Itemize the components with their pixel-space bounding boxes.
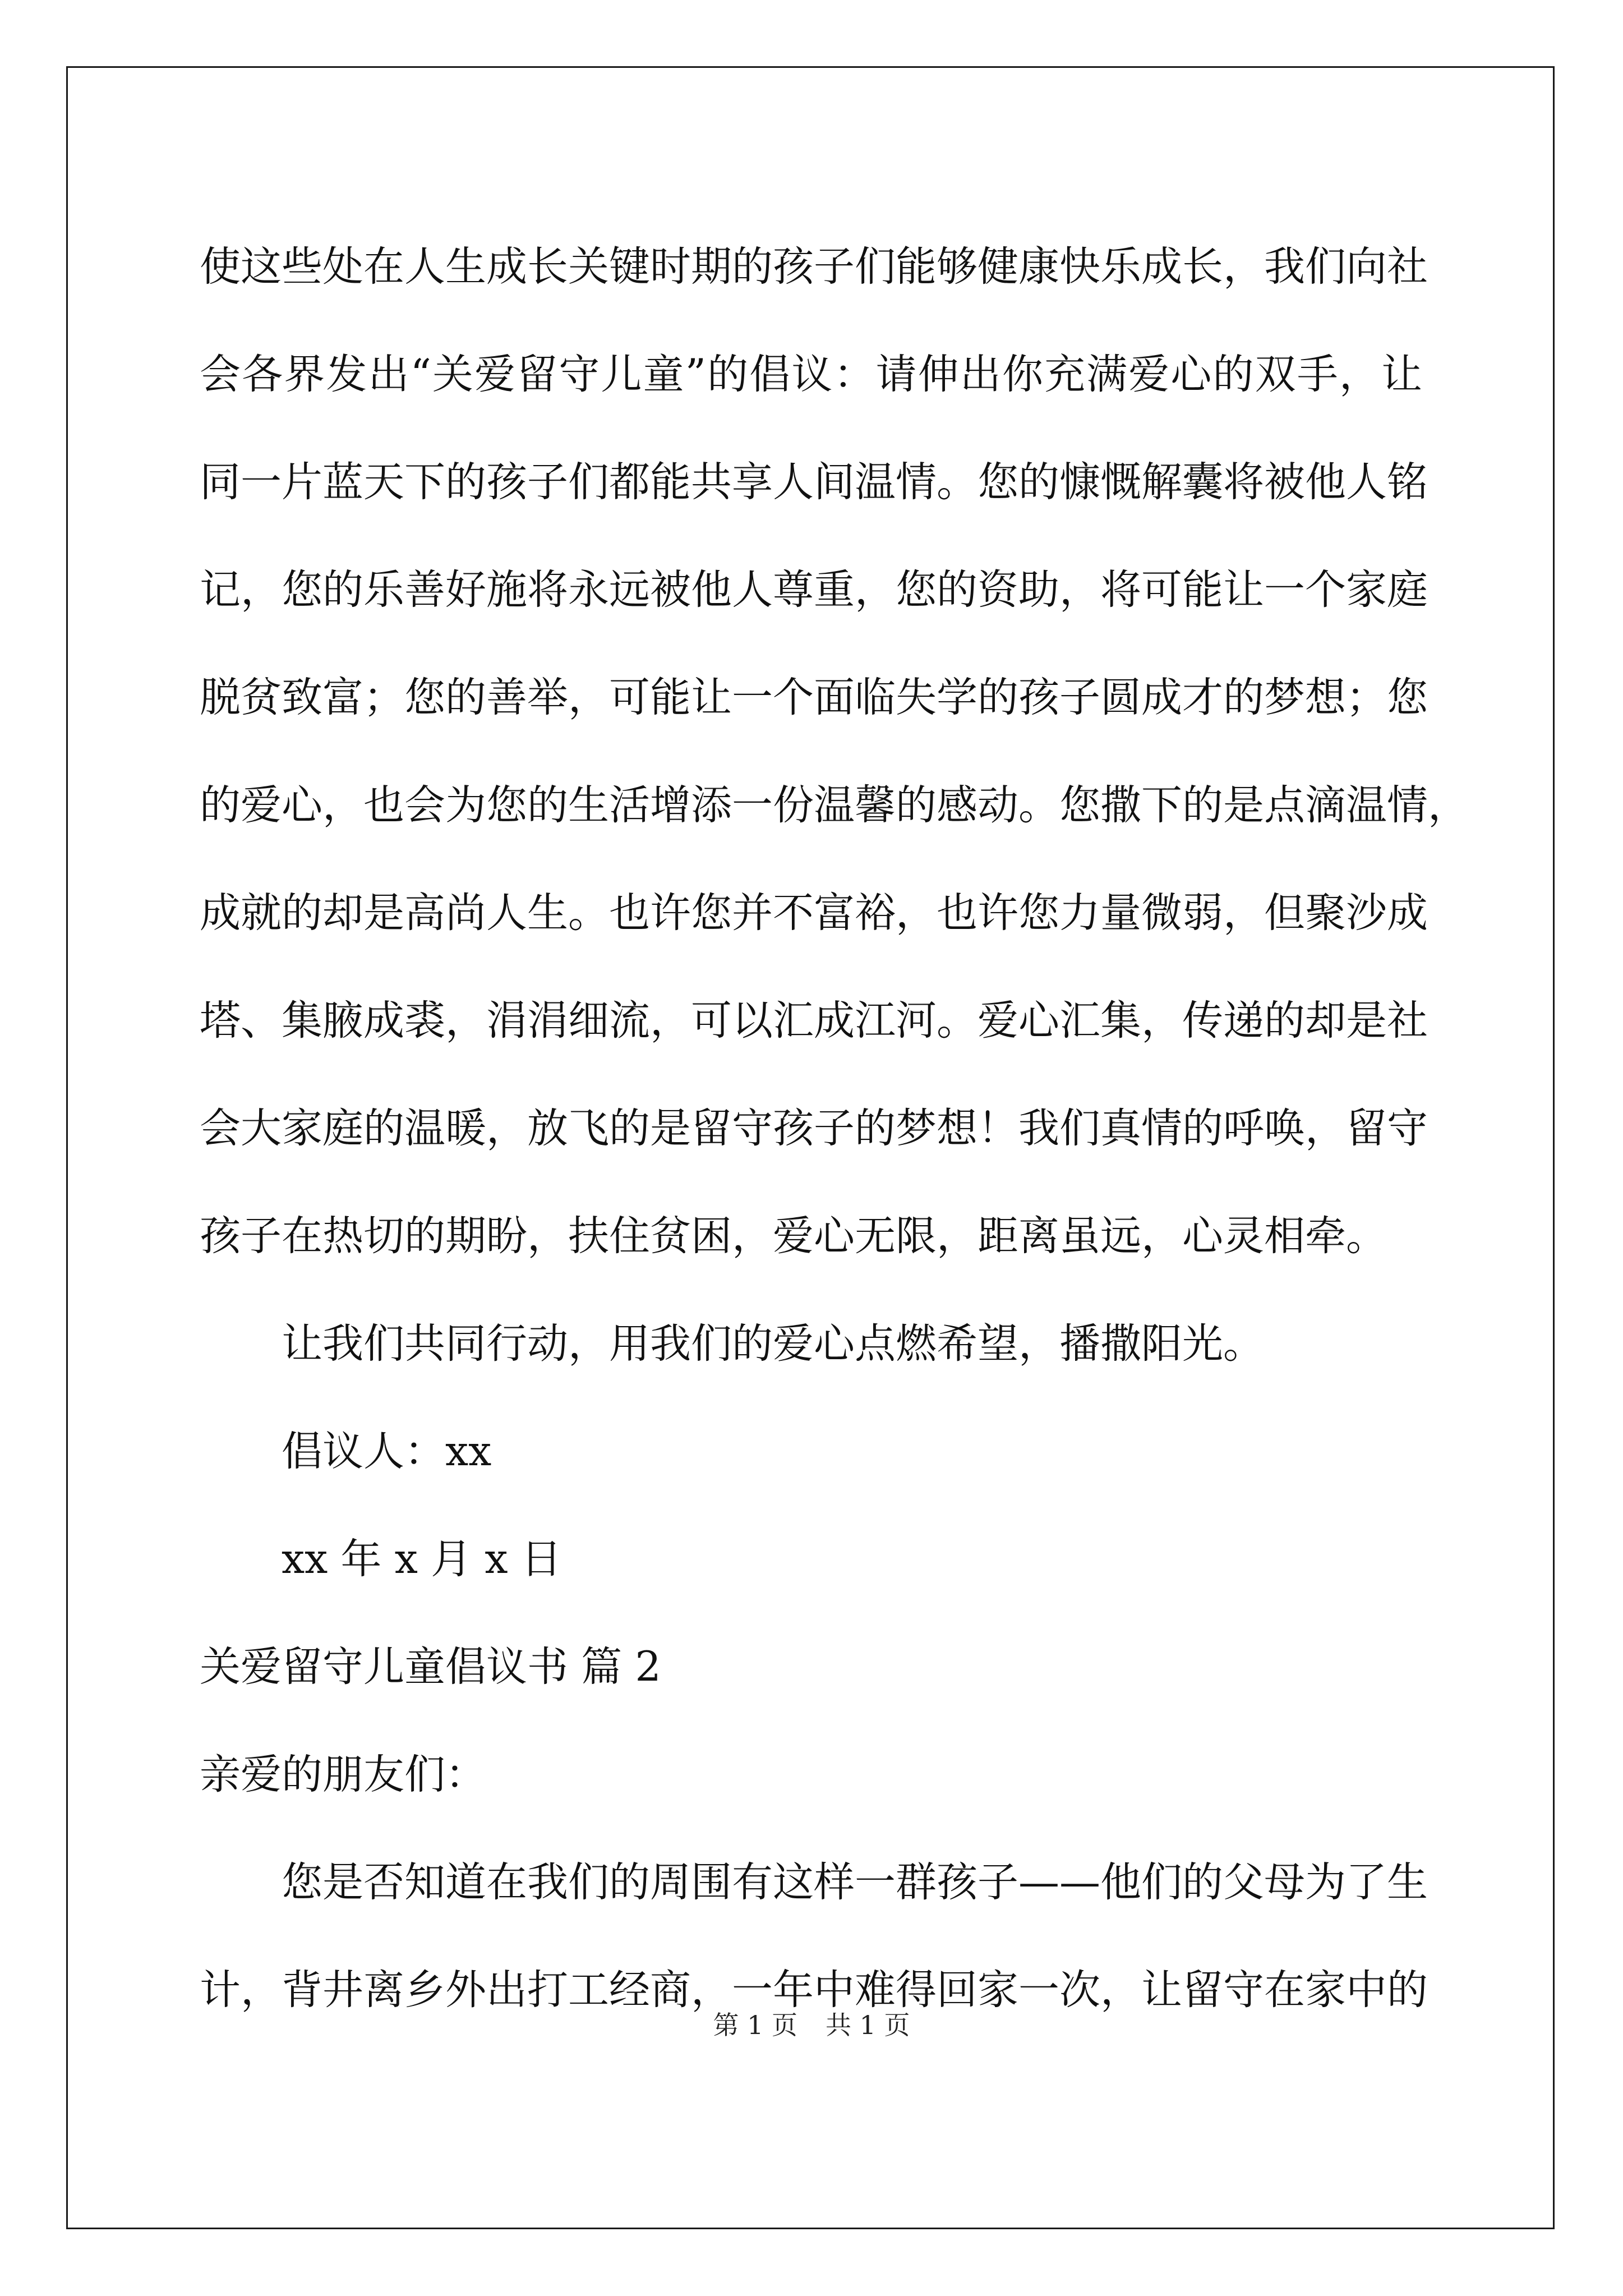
page-number: 第 1 页	[713, 2010, 797, 2040]
body-line-2: 会各界发出“关爱留守儿童”的倡议：请伸出你充满爱心的双手，让	[200, 351, 1422, 398]
body-line-4: 记，您的乐善好施将永远被他人尊重，您的资助，将可能让一个家庭	[200, 566, 1428, 614]
body-line-1: 使这些处在人生成长关键时期的孩子们能够健康快乐成长，我们向社	[200, 243, 1428, 291]
body-line-16: 您是否知道在我们的周围有这样一群孩子——他们的父母为了生	[282, 1858, 1428, 1906]
body-line-7: 成就的却是高尚人生。也许您并不富裕，也许您力量微弱，但聚沙成	[200, 889, 1428, 937]
document-body	[200, 213, 1469, 2044]
body-line-17: 计，背井离乡外出打工经商，一年中难得回家一次，让留守在家中的	[200, 1966, 1428, 2014]
page-total: 共 1 页	[826, 2010, 910, 2040]
date-line: xx 年 x 月 x 日	[282, 1535, 562, 1583]
body-line-3: 同一片蓝天下的孩子们都能共享人间温情。您的慷慨解囊将被他人铭	[200, 458, 1428, 506]
body-line-10: 孩子在热切的期盼，扶住贫困，爱心无限，距离虽远，心灵相牵。	[200, 1212, 1387, 1260]
salutation: 亲爱的朋友们：	[200, 1751, 486, 1798]
page-footer	[0, 2008, 1623, 2042]
initiator-line: 倡议人：xx	[282, 1428, 492, 1475]
body-line-9: 会大家庭的温暖，放飞的是留守孩子的梦想！我们真情的呼唤，留守	[200, 1105, 1428, 1152]
body-line-8: 塔、集腋成裘，涓涓细流，可以汇成江河。爱心汇集，传递的却是社	[200, 997, 1428, 1045]
call-to-action: 让我们共同行动，用我们的爱心点燃希望，播撒阳光。	[282, 1320, 1264, 1368]
section-heading: 关爱留守儿童倡议书 篇 2	[200, 1643, 661, 1691]
body-line-6: 的爱心，也会为您的生活增添一份温馨的感动。您撒下的是点滴温情，	[200, 781, 1469, 829]
body-line-5: 脱贫致富；您的善举，可能让一个面临失学的孩子圆成才的梦想；您	[200, 674, 1428, 721]
